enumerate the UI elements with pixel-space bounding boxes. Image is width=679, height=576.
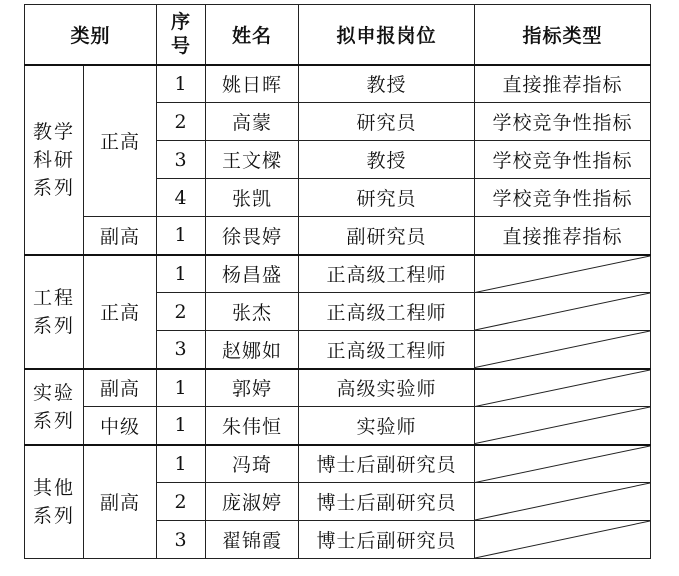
name-cell: 翟锦霞 [206, 521, 299, 559]
header-seq [157, 5, 206, 65]
indicator-empty-cell [475, 293, 651, 331]
level-cell: 正高 [84, 65, 157, 217]
diagonal-slash [475, 256, 650, 293]
diagonal-slash [475, 370, 650, 407]
diagonal-slash [475, 446, 650, 483]
name-cell: 赵娜如 [206, 331, 299, 369]
level-cell: 中级 [84, 407, 157, 445]
indicator-cell: 学校竞争性指标 [475, 179, 651, 217]
name-cell: 张杰 [206, 293, 299, 331]
series-engineering [25, 255, 84, 369]
level-cell: 副高 [84, 445, 157, 559]
name-cell: 郭婷 [206, 369, 299, 407]
position-cell: 研究员 [299, 179, 475, 217]
series-other-line2: 系列 [32, 504, 75, 527]
header-seq-line2: 号 [171, 35, 192, 58]
series-teaching-line2: 科研 [32, 148, 75, 171]
indicator-cell: 直接推荐指标 [475, 65, 651, 103]
table-row [25, 407, 651, 445]
position-cell: 副研究员 [299, 217, 475, 255]
name-cell: 徐畏婷 [206, 217, 299, 255]
name-cell: 杨昌盛 [206, 255, 299, 293]
series-other [25, 445, 84, 559]
seq-cell: 1 [157, 407, 206, 445]
seq-cell: 1 [157, 217, 206, 255]
indicator-empty-cell [475, 369, 651, 407]
seq-cell: 3 [157, 331, 206, 369]
seq-cell: 3 [157, 141, 206, 179]
series-experiment-line1: 实验 [32, 381, 75, 404]
series-teaching-line1: 教学 [32, 120, 75, 143]
position-cell: 正高级工程师 [299, 331, 475, 369]
diagonal-slash [475, 407, 650, 444]
position-cell: 博士后副研究员 [299, 483, 475, 521]
header-category: 类别 [25, 5, 157, 65]
table-row [25, 217, 651, 255]
series-other-line1: 其他 [32, 476, 75, 499]
position-cell: 博士后副研究员 [299, 445, 475, 483]
name-cell: 庞淑婷 [206, 483, 299, 521]
seq-cell: 1 [157, 65, 206, 103]
name-cell: 朱伟恒 [206, 407, 299, 445]
indicator-empty-cell [475, 445, 651, 483]
diagonal-slash [475, 293, 650, 330]
position-cell: 实验师 [299, 407, 475, 445]
position-cell: 正高级工程师 [299, 293, 475, 331]
seq-cell: 2 [157, 103, 206, 141]
name-cell: 王文樑 [206, 141, 299, 179]
table-row [25, 65, 651, 103]
diagonal-slash [475, 331, 650, 368]
table-row [25, 255, 651, 293]
name-cell: 高蒙 [206, 103, 299, 141]
series-teaching [25, 65, 84, 255]
series-experiment-line2: 系列 [32, 409, 75, 432]
series-engineering-line1: 工程 [32, 286, 75, 309]
series-teaching-line3: 系列 [32, 176, 75, 199]
seq-cell: 2 [157, 483, 206, 521]
name-cell: 张凯 [206, 179, 299, 217]
series-experiment [25, 369, 84, 445]
header-indicator: 指标类型 [475, 5, 651, 65]
series-engineering-line2: 系列 [32, 314, 75, 337]
indicator-empty-cell [475, 521, 651, 559]
indicator-empty-cell [475, 483, 651, 521]
table-row [25, 369, 651, 407]
position-cell: 教授 [299, 65, 475, 103]
position-cell: 博士后副研究员 [299, 521, 475, 559]
name-cell: 姚日晖 [206, 65, 299, 103]
indicator-empty-cell [475, 331, 651, 369]
name-cell: 冯琦 [206, 445, 299, 483]
indicator-cell: 学校竞争性指标 [475, 103, 651, 141]
candidate-table [24, 4, 651, 559]
seq-cell: 1 [157, 445, 206, 483]
table-row [25, 445, 651, 483]
seq-cell: 3 [157, 521, 206, 559]
header-name: 姓名 [206, 5, 299, 65]
indicator-empty-cell [475, 407, 651, 445]
indicator-empty-cell [475, 255, 651, 293]
header-position: 拟申报岗位 [299, 5, 475, 65]
level-cell: 正高 [84, 255, 157, 369]
diagonal-slash [475, 483, 650, 520]
level-cell: 副高 [84, 369, 157, 407]
level-cell: 副高 [84, 217, 157, 255]
seq-cell: 4 [157, 179, 206, 217]
diagonal-slash [475, 521, 650, 558]
seq-cell: 1 [157, 255, 206, 293]
position-cell: 教授 [299, 141, 475, 179]
table-header-row [25, 5, 651, 65]
position-cell: 高级实验师 [299, 369, 475, 407]
position-cell: 正高级工程师 [299, 255, 475, 293]
indicator-cell: 学校竞争性指标 [475, 141, 651, 179]
header-seq-line1: 序 [171, 11, 192, 34]
indicator-cell: 直接推荐指标 [475, 217, 651, 255]
position-cell: 研究员 [299, 103, 475, 141]
seq-cell: 2 [157, 293, 206, 331]
seq-cell: 1 [157, 369, 206, 407]
